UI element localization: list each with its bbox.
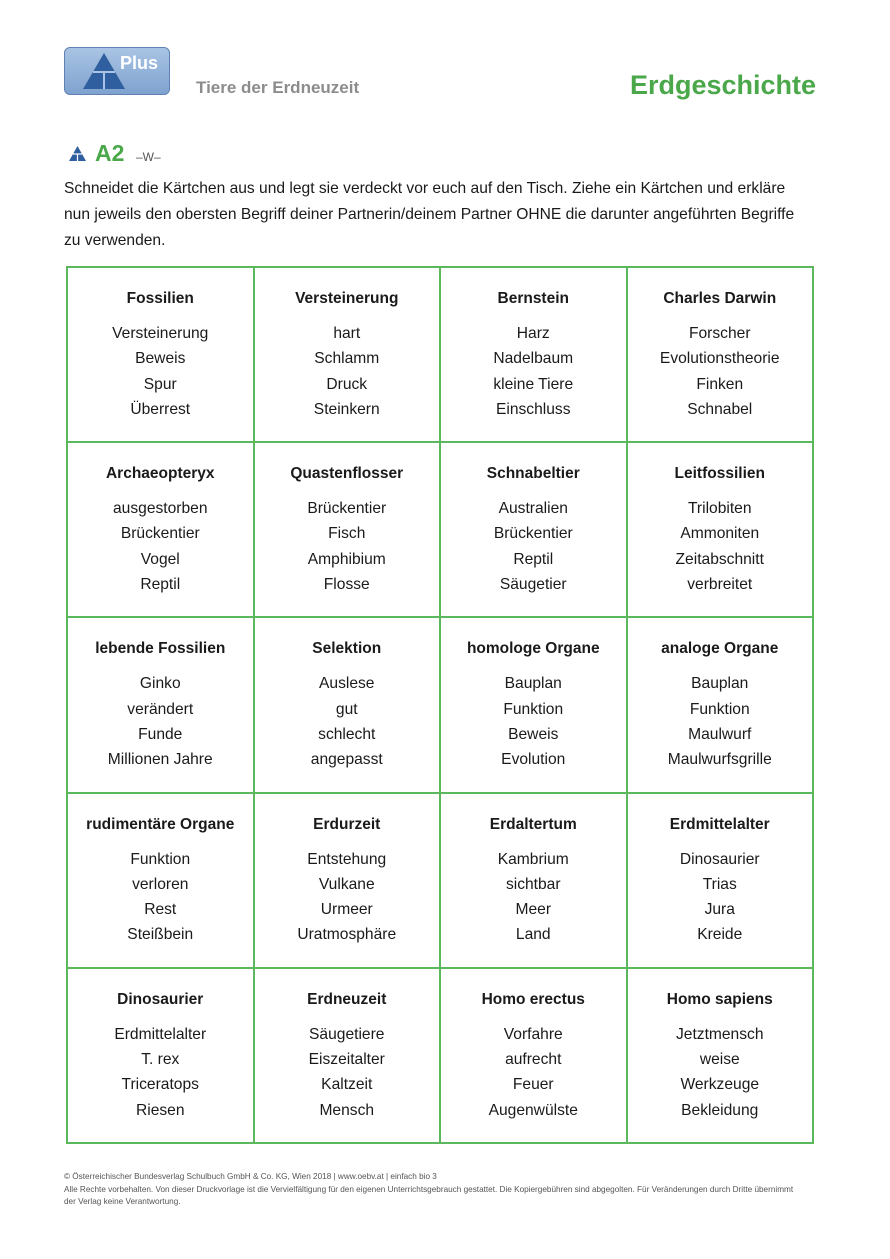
card-word: Dinosaurier [679, 850, 760, 868]
card-word: Vulkane [318, 875, 375, 893]
card-word: Australien [498, 500, 568, 518]
copyright-line: © Österreichischer Bundesverlag Schulbuch GmbH & Co. KG, Wien 2018 | www.oebv.at | einfach bio 3 [64, 1172, 437, 1181]
card-title: Fossilien [126, 290, 194, 307]
card-word: kleine Tiere [493, 375, 574, 393]
card-word: Kreide [697, 926, 743, 944]
card-word: ausgestorben [113, 500, 208, 518]
card-grid [66, 266, 814, 1144]
word-card [441, 618, 628, 793]
card-word: Funktion [130, 850, 191, 868]
plus-logo [64, 47, 170, 95]
card-word: Funde [138, 725, 183, 743]
card-word: Augenwülste [488, 1101, 578, 1119]
card-word: Vogel [140, 550, 180, 568]
card-word: Evolution [501, 751, 566, 769]
card-word: verloren [132, 875, 189, 893]
card-word: Steinkern [313, 400, 380, 418]
card-word: Bauplan [504, 675, 562, 693]
card-word: hart [333, 325, 361, 342]
card-word: aufrecht [505, 1051, 562, 1069]
card-word: Schlamm [314, 350, 380, 368]
card-title: Quastenflosser [290, 465, 404, 483]
word-card [68, 969, 255, 1144]
page-title: Erdgeschichte [629, 70, 816, 100]
card-title: analoge Organe [661, 640, 779, 658]
card-word: Beweis [508, 725, 559, 743]
card-word: Werkzeuge [680, 1076, 760, 1094]
word-card [255, 794, 442, 969]
card-word: Brückentier [120, 525, 200, 543]
word-card [68, 268, 255, 443]
word-card [68, 794, 255, 969]
card-title: Schnabeltier [486, 465, 580, 483]
card-word: Säugetier [499, 576, 567, 594]
card-word: Kaltzeit [321, 1076, 373, 1094]
pyramid-icon [69, 146, 86, 161]
card-word: Eiszeitalter [308, 1051, 385, 1069]
rights-line: Alle Rechte vorbehalten. Von dieser Druckvorlage ist die Vervielfältigung für den eigenen Unterrichtsgebrauch gestattet. Die Kopiergebühren sind abgegolten. Für Veränderungen durch Dritte übernimmt der Verlag keine Verantwortung. [64, 1184, 794, 1206]
card-word: angepasst [310, 751, 383, 769]
card-word: Einschluss [495, 400, 571, 418]
card-word: Flosse [323, 576, 370, 594]
card-word: Säugetiere [309, 1025, 385, 1043]
card-word: Maulwurfsgrille [667, 751, 772, 769]
card-title: Leitfossilien [674, 465, 765, 483]
card-word: Schnabel [687, 400, 753, 418]
card-word: gut [335, 700, 358, 718]
card-word: Millionen Jahre [107, 751, 213, 769]
card-word: Erdmittelalter [114, 1025, 207, 1043]
card-title: Erdmittelalter [669, 815, 770, 833]
card-title: Selektion [312, 640, 382, 658]
word-card [628, 618, 815, 793]
card-word: Versteinerung [112, 325, 209, 342]
card-word: Bauplan [691, 675, 749, 693]
card-word: Riesen [135, 1101, 185, 1119]
card-word: Forscher [688, 325, 751, 342]
card-word: Funktion [689, 700, 750, 718]
card-word: Ginko [139, 675, 181, 693]
card-title: Erdurzeit [313, 815, 381, 833]
card-word: Druck [326, 375, 368, 393]
card-word: Maulwurf [688, 725, 752, 743]
word-card [628, 969, 815, 1144]
card-title: Erdaltertum [489, 815, 577, 833]
card-word: Bekleidung [681, 1101, 759, 1119]
word-card [68, 618, 255, 793]
card-word: Zeitabschnitt [675, 550, 764, 568]
card-word: Trias [702, 875, 737, 893]
card-word: Uratmosphäre [297, 926, 397, 944]
card-title: Bernstein [497, 290, 569, 307]
card-word: Ammoniten [680, 525, 760, 543]
word-card [68, 443, 255, 618]
word-card [255, 969, 442, 1144]
card-title: Homo sapiens [666, 990, 773, 1008]
word-card [628, 794, 815, 969]
card-title: lebende Fossilien [95, 640, 226, 658]
card-word: Jura [704, 901, 735, 919]
card-word: Brückentier [493, 525, 573, 543]
card-title: Versteinerung [295, 290, 399, 307]
task-instruction: Schneidet die Kärtchen aus und legt sie verdeckt vor euch auf den Tisch. Ziehe ein Kärtchen und erkläre nun jeweils den obersten Begriff deiner Partnerin/deinem Partner OHNE die darunter angeführten Begriffe zu verwenden. [64, 180, 795, 249]
page-subtitle: Tiere der Erdneuzeit [196, 78, 360, 97]
card-word: Land [515, 926, 551, 944]
word-card [441, 268, 628, 443]
card-word: Urmeer [320, 901, 373, 919]
word-card [628, 443, 815, 618]
card-word: Jetztmensch [675, 1025, 764, 1043]
footer [64, 1171, 804, 1209]
card-word: Funktion [503, 700, 564, 718]
card-word: Harz [516, 325, 550, 342]
card-word: Spur [143, 375, 177, 393]
card-word: Finken [696, 375, 744, 393]
card-word: sichtbar [505, 875, 561, 893]
logo-text: Plus [120, 53, 159, 73]
card-word: schlecht [318, 725, 376, 743]
card-word: Rest [144, 901, 177, 919]
card-word: Trilobiten [687, 500, 752, 518]
card-title: rudimentäre Organe [86, 815, 235, 833]
card-word: verbreitet [687, 576, 753, 594]
card-word: Mensch [319, 1101, 375, 1119]
card-title: Archaeopteryx [105, 465, 215, 483]
card-word: T. rex [141, 1051, 180, 1069]
card-word: Triceratops [121, 1076, 199, 1094]
word-card [255, 618, 442, 793]
word-card [441, 969, 628, 1144]
card-title: Homo erectus [481, 990, 585, 1008]
card-word: Fisch [328, 525, 366, 543]
task-label: A2 [95, 140, 125, 166]
word-card [628, 268, 815, 443]
card-word: Feuer [512, 1076, 554, 1094]
card-title: homologe Organe [466, 640, 600, 658]
card-word: Evolutionstheorie [659, 350, 780, 368]
card-word: Vorfahre [503, 1025, 563, 1043]
card-word: Reptil [140, 576, 181, 594]
card-word: verändert [127, 700, 194, 718]
card-word: Kambrium [497, 850, 569, 868]
word-card [255, 443, 442, 618]
card-word: Amphibium [307, 550, 386, 568]
card-word: Steißbein [127, 926, 194, 944]
card-title: Dinosaurier [117, 990, 204, 1008]
card-word: Überrest [130, 400, 191, 418]
card-word: weise [699, 1051, 740, 1069]
card-word: Brückentier [307, 500, 387, 518]
card-word: Beweis [135, 350, 186, 368]
word-card [441, 794, 628, 969]
card-title: Charles Darwin [663, 290, 777, 307]
card-word: Auslese [319, 675, 375, 693]
word-card [255, 268, 442, 443]
card-word: Meer [515, 901, 552, 919]
card-title: Erdneuzeit [307, 990, 387, 1008]
task-level: –W– [136, 150, 161, 164]
card-word: Entstehung [307, 850, 387, 868]
card-word: Nadelbaum [493, 350, 574, 368]
card-word: Reptil [513, 550, 554, 568]
word-card [441, 443, 628, 618]
